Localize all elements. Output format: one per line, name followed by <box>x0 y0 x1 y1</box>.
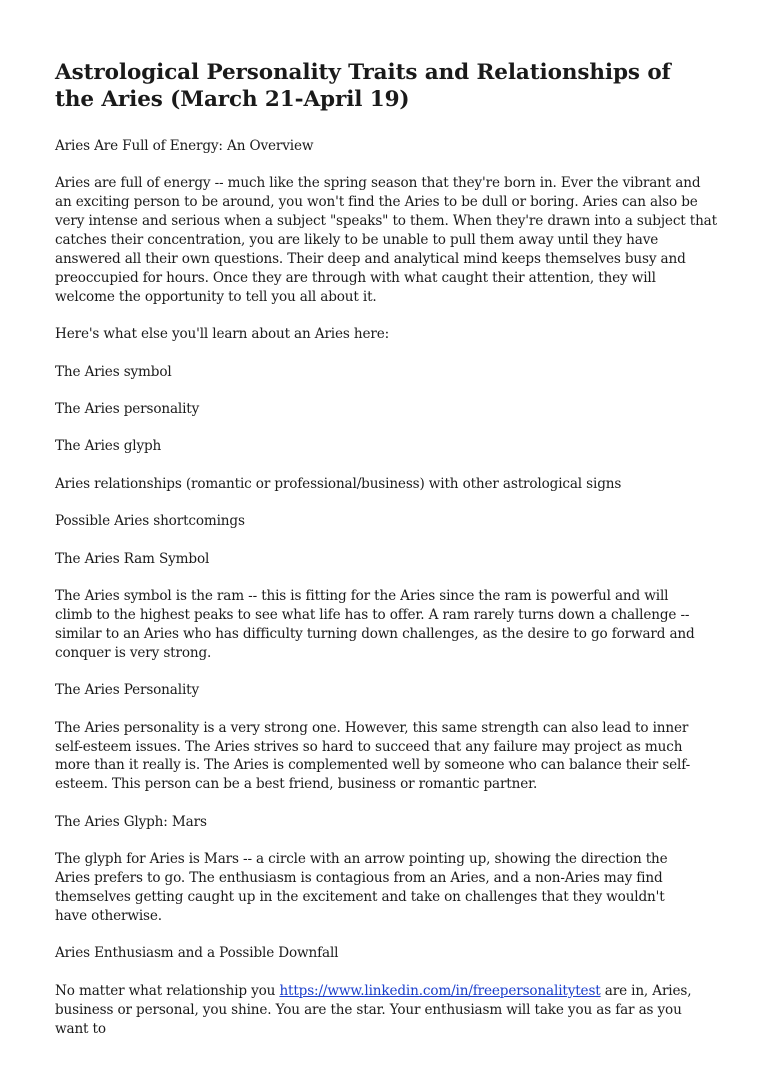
linkedin-link[interactable]: https://www.linkedin.com/in/freepersonalitytest <box>279 982 601 999</box>
topic-relationships: Aries relationships (romantic or professional/business) with other astrological signs <box>55 475 622 492</box>
downfall-text-before: No matter what relationship you <box>55 982 280 999</box>
section-body-glyph: The glyph for Aries is Mars -- a circle with an arrow pointing up, showing the direction the Aries prefers to go. The enthusiasm is contagious from an Aries, and a non-Aries may find themselves getting caught up in the excitement and take on challenges that they wouldn't have otherwise. <box>55 851 668 924</box>
page-title: Astrological Personality Traits and Relationships of the Aries (March 21-April 19) <box>55 60 671 112</box>
topic-personality: The Aries personality <box>55 401 200 418</box>
section-body-symbol: The Aries symbol is the ram -- this is fitting for the Aries since the ram is powerful and will climb to the highest peaks to see what life has to offer. A ram rarely turns down a challenge -- similar to an Aries who has difficulty turning down challenges, as the desire to go forward and conquer is very strong. <box>55 588 695 661</box>
section-heading-personality: The Aries Personality <box>55 682 199 699</box>
topic-shortcomings: Possible Aries shortcomings <box>55 513 245 530</box>
topic-symbol: The Aries symbol <box>55 363 172 380</box>
section-heading-symbol: The Aries Ram Symbol <box>55 550 210 567</box>
subtitle: Aries Are Full of Energy: An Overview <box>55 138 314 154</box>
downfall-text-after: are in, Aries, business or personal, you shine. You are the star. Your enthusiasm will take you as far as you want to <box>55 982 692 1037</box>
section-heading-glyph: The Aries Glyph: Mars <box>55 813 207 830</box>
section-body-downfall <box>55 982 716 1039</box>
overview-paragraph: Aries are full of energy -- much like the spring season that they're born in. Ever the vibrant and an exciting person to be around, you won't find the Aries to be dull or boring. Aries can also be very intense and serious when a subject "speaks" to them. When they're drawn into a subject that catches their concentration, you are likely to be unable to pull them away until they have answered all their own questions. Their deep and analytical mind keeps themselves busy and preoccupied for hours. Once they are through with what caught their attention, they will welcome the opportunity to tell you all about it. <box>55 175 717 305</box>
section-body-personality: The Aries personality is a very strong one. However, this same strength can also lead to inner self-esteem issues. The Aries strives so hard to succeed that any failure may project as much more than it really is. The Aries is complemented well by someone who can balance their self-esteem. This person can be a best friend, business or romantic partner. <box>55 719 691 793</box>
topic-glyph: The Aries glyph <box>55 438 162 455</box>
learn-intro: Here's what else you'll learn about an Aries here: <box>55 326 390 343</box>
section-heading-downfall: Aries Enthusiasm and a Possible Downfall <box>55 945 339 962</box>
